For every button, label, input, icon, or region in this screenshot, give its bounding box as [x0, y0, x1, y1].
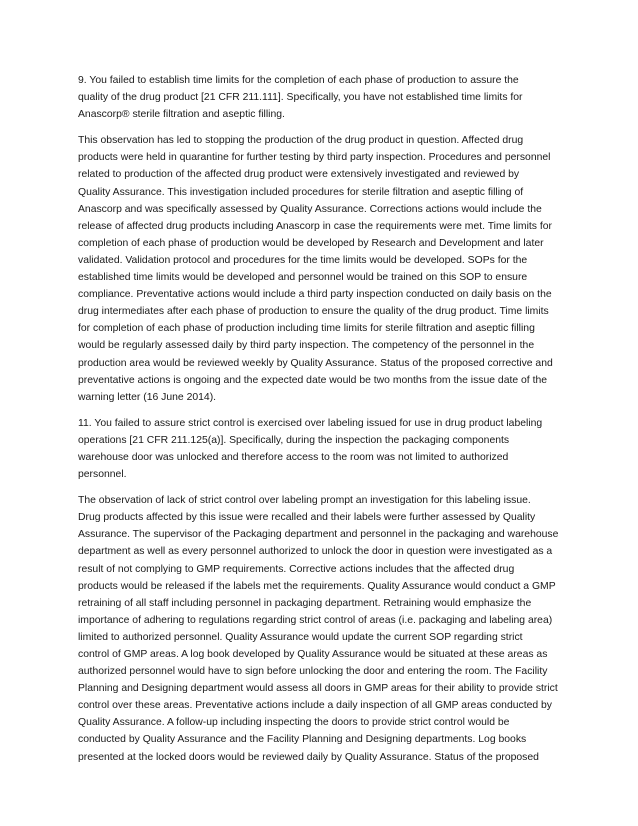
- observation-9-response: This observation has led to stopping the production of the drug product in question. Affected drug products were held in quarantine for further testing by third party inspection. Procedures and personnel related to production of the affected drug product were extensively investigated and reviewed by Quality Assurance. This investigation included procedures for sterile filtration and aseptic filling of Anascorp and was specifically assessed by Quality Assurance. Corrections actions would include the release of affected drug products including Anascorp in case the requirements were met. Time limits for completion of each phase of production would be developed by Research and Development and later validated. Validation protocol and procedures for the time limits would be developed. SOPs for the established time limits would be developed and personnel would be trained on this SOP to ensure compliance. Preventative actions would include a third party inspection conducted on daily basis on the drug intermediates after each phase of production to ensure the quality of the drug product. Time limits for completion of each phase of production including time limits for sterile filtration and aseptic filling would be regularly assessed daily by third party inspection. The competency of the personnel in the production area would be reviewed weekly by Quality Assurance. Status of the proposed corrective and preventative actions is ongoing and the expected date would be two months from the issue date of the warning letter (16 June 2014).: [78, 135, 553, 403]
- observation-11-heading: 11. You failed to assure strict control is exercised over labeling issued for use in drug product labeling operations [21 CFR 211.125(a)]. Specifically, during the inspection the packaging components warehouse door was unlocked and therefore access to the room was not limited to authorized personnel.: [78, 417, 543, 481]
- observation-9-heading: 9. You failed to establish time limits for the completion of each phase of production to assure the quality of the drug product [21 CFR 211.111]. Specifically, you have not established time limits for Anascorp® sterile filtration and aseptic filling.: [78, 75, 523, 121]
- observation-11-response: The observation of lack of strict control over labeling prompt an investigation for this labeling issue. Drug products affected by this issue were recalled and their labels were further assessed by Quality Assurance. The supervisor of the Packaging department and personnel in the packaging and warehouse department as well as every personnel authorized to unlock the door in question were investigated as a result of not complying to GMP requirements. Corrective actions includes that the affected drug products would be released if the labels met the requirements. Quality Assurance would conduct a GMP retraining of all staff including personnel in packaging department. Retraining would emphasize the importance of adhering to regulations regarding strict control of areas (i.e. packaging and labeling area) limited to authorized personnel. Quality Assurance would update the current SOP regarding strict control of GMP areas. A log book developed by Quality Assurance would be situated at these areas as authorized personnel would have to sign before unlocking the door and entering the room. The Facility Planning and Designing department would assess all doors in GMP areas for their ability to provide strict control over these areas. Preventative actions include a daily inspection of all GMP areas conducted by Quality Assurance. A follow-up including inspecting the doors to provide strict control would be conducted by Quality Assurance and the Facility Planning and Designing departments. Log books presented at the locked doors would be reviewed daily by Quality Assurance. Status of the proposed: [78, 495, 559, 763]
- document-page: [78, 72, 568, 775]
